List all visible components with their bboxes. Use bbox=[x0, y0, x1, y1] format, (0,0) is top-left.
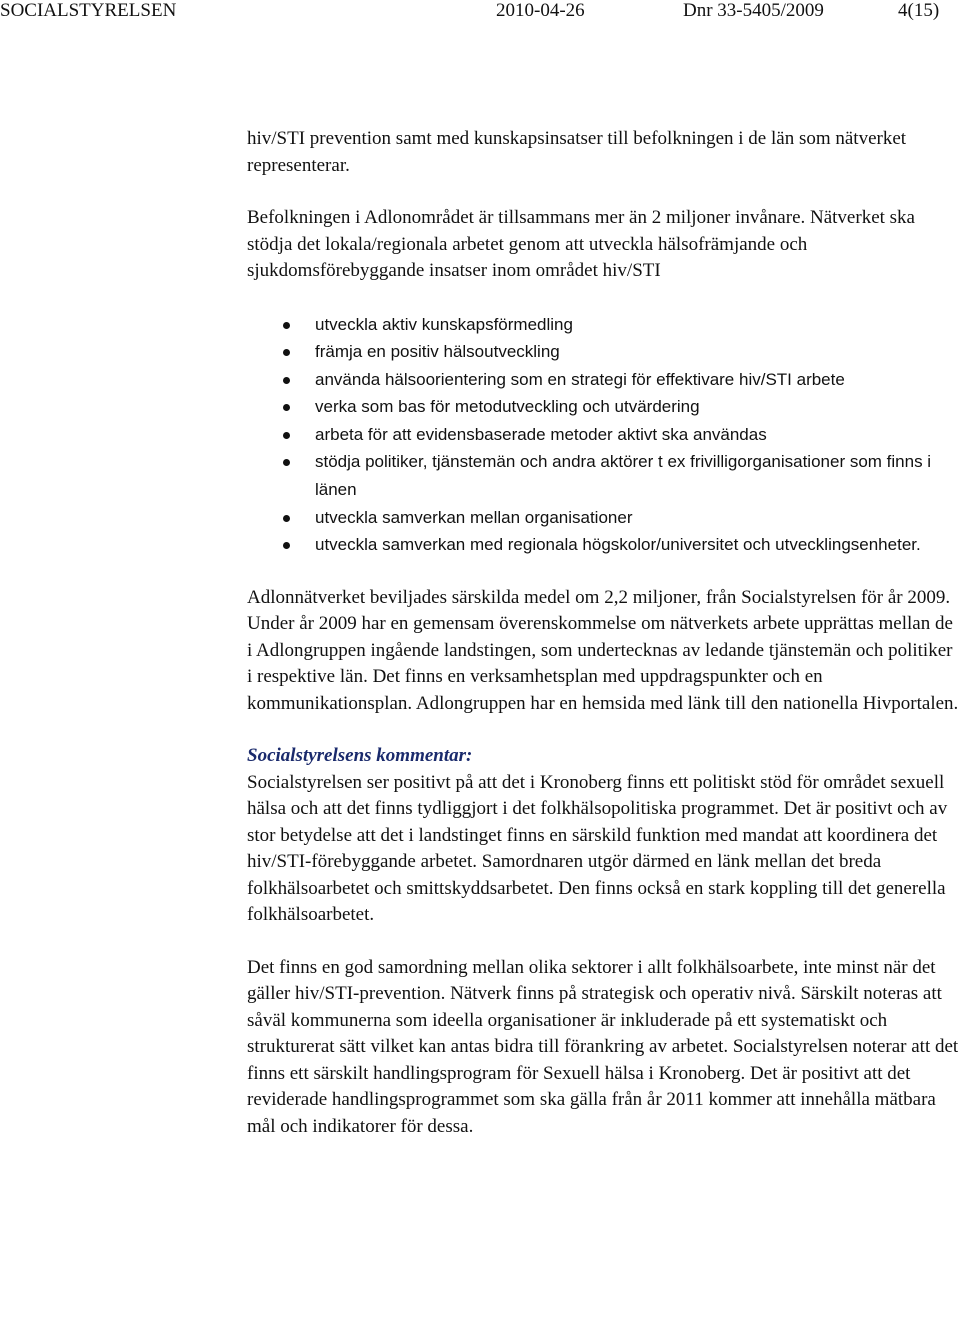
bullet-icon bbox=[283, 322, 290, 329]
bullet-icon bbox=[283, 432, 290, 439]
bullet-icon bbox=[283, 542, 290, 549]
list-item-text: främja en positiv hälsoutveckling bbox=[315, 342, 560, 362]
list-item bbox=[247, 448, 960, 503]
paragraph-funding: Adlonnätverket beviljades särskilda medel om 2,2 miljoner, från Socialstyrelsen för år 2009. Under år 2009 har en gemensam överenskommelse om nätverkets arbete upprättas mellan de i Adlongruppen ingående landstingen, som undertecknas av ledande tjänstemän och politiker i respektive län. Det finns en verksamhetsplan med uppdragspunkter och en kommunikationsplan. Adlongruppen har en hemsida med länk till den nationella Hivportalen. bbox=[247, 586, 959, 714]
list-item bbox=[247, 393, 960, 421]
list-item-text: stödja politiker, tjänstemän och andra aktörer t ex frivilligorganisationer som finns i länen bbox=[315, 452, 932, 500]
header-date: 2010-04-26 bbox=[496, 0, 585, 21]
goals-list bbox=[247, 311, 960, 559]
bullet-icon bbox=[283, 515, 290, 522]
document-body bbox=[247, 126, 960, 1140]
page-header bbox=[0, 0, 960, 24]
paragraph-prevention: hiv/STI prevention samt med kunskapsinsatser till befolkningen i de län som nätverket representerar. bbox=[247, 128, 907, 176]
list-item-text: verka som bas för metodutveckling och utvärdering bbox=[315, 397, 700, 417]
list-item bbox=[247, 504, 960, 532]
bullet-icon bbox=[283, 459, 290, 466]
list-item-text: utveckla aktiv kunskapsförmedling bbox=[315, 314, 573, 334]
bullet-icon bbox=[283, 349, 290, 356]
paragraph-population: Befolkningen i Adlonområdet är tillsammans mer än 2 miljoner invånare. Nätverket ska stödja det lokala/regionala arbetet genom att utveckla hälsofrämjande och sjukdomsförebyggande insatser inom området hiv/STI bbox=[247, 207, 915, 281]
paragraph-comment-1: Socialstyrelsen ser positivt på att det i Kronoberg finns ett politiskt stöd för området sexuell hälsa och att det finns tydliggjort i det folkhälsopolitiska programmet. Det är positivt och av stor betydelse att det i landstinget finns en särskild funktion med mandat att koordinera det hiv/STI-förebyggande arbetet. Samordnaren utgör därmed en länk mellan det breda folkhälsoarbetet och smittskyddsarbetet. Den finns också en stark koppling till det generella folkhälsoarbetet. bbox=[247, 771, 948, 926]
list-item bbox=[247, 421, 960, 449]
list-item-text: utveckla samverkan mellan organisationer bbox=[315, 507, 633, 527]
list-item-text: använda hälsoorientering som en strategi för effektivare hiv/STI arbete bbox=[315, 369, 845, 389]
list-item-text: utveckla samverkan med regionala högskolor/universitet och utvecklingsenheter. bbox=[315, 535, 921, 555]
paragraph-comment-2: Det finns en god samordning mellan olika sektorer i allt folkhälsoarbete, inte minst när det gäller hiv/STI-prevention. Nätverk finns på strategisk och operativ nivå. Särskilt noteras att såväl kommunerna som ideella organisationer är inkluderade på ett systematiskt och strukturerat sätt vilket kan antas bidra till förankring av arbetet. Socialstyrelsen noterar att det finns ett särskilt handlingsprogram för Sexuell hälsa i Kronoberg. Det är positivt att det reviderade handlingsprogrammet som ska gälla från år 2011 kommer att innehålla mätbara mål och indikatorer för dessa. bbox=[247, 956, 959, 1137]
header-organization: SOCIALSTYRELSEN bbox=[0, 0, 177, 21]
comment-heading: Socialstyrelsens kommentar: bbox=[247, 745, 473, 767]
header-reference-number: Dnr 33-5405/2009 bbox=[683, 0, 824, 21]
list-item-text: arbeta för att evidensbaserade metoder aktivt ska användas bbox=[315, 424, 767, 444]
list-item bbox=[247, 311, 960, 339]
list-item bbox=[247, 531, 960, 559]
header-page-number: 4(15) bbox=[898, 0, 940, 21]
list-item bbox=[247, 366, 960, 394]
list-item bbox=[247, 338, 960, 366]
bullet-icon bbox=[283, 404, 290, 411]
bullet-icon bbox=[283, 377, 290, 384]
